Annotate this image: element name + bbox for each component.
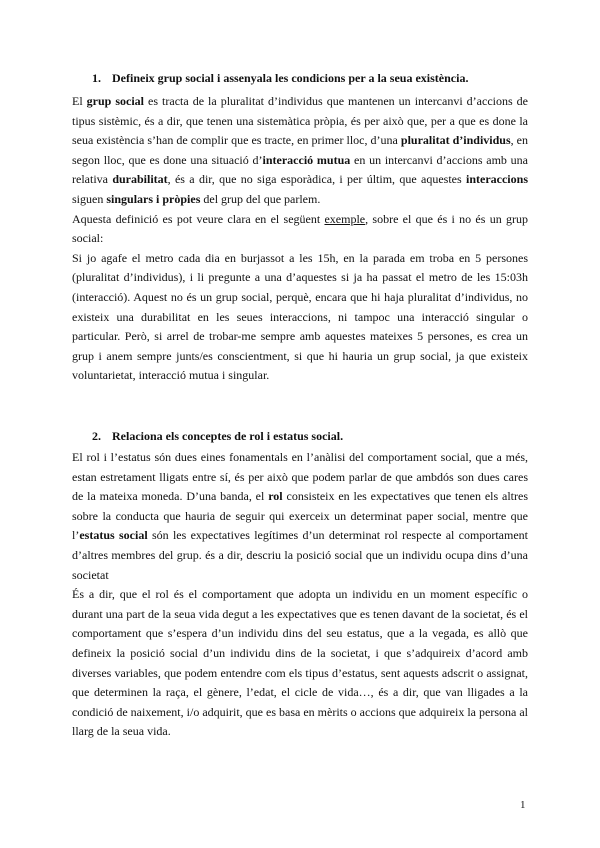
text-run: , és a dir, que no siga esporàdica, i per últim, que aquestes: [167, 172, 466, 187]
section-2-body: [72, 448, 528, 742]
section-1-paragraph-2: [72, 210, 528, 249]
text-run: Aquesta definició es pot veure clara en el següent: [72, 211, 325, 226]
section-2-heading: [72, 428, 532, 444]
bold-term-rol: rol: [268, 489, 283, 504]
section-1-title: Defineix grup social i assenyala les condicions per a la seua existència.: [112, 71, 469, 85]
section-2-number: 2.: [92, 429, 101, 443]
text-run: siguen: [72, 191, 107, 206]
bold-term-singulars: singulars i pròpies: [106, 191, 201, 206]
text-run: en un intercanvi d’accions amb una relativa: [72, 152, 528, 187]
text-run: , en segon lloc, que es done una situació d’: [72, 133, 528, 167]
bold-term-durabilitat: durabilitat: [112, 172, 168, 187]
text-run: El rol i l’estatus són dues eines fonamentals en l’anàlisi del comportament social, que a més, estan estretament lligats entre sí, és per això que podem parlar de que ambdós son dues cares de la mateixa moneda. D’una banda, el: [72, 450, 528, 504]
bold-term-grup-social: grup social: [86, 94, 145, 108]
bold-term-estatus-social: estatus social: [79, 528, 148, 543]
section-2-paragraph-2: És a dir, que el rol és el comportament que adopta un individu en un moment específic o durant una part de la seua vida degut a les expectatives que es tenen davant de la societat, és el comportament que s’espera d’un individu dins del seu estatus, que a la vegada, es allò que defineix la posició social d’un individu dins de la societat, i que s’adquireix d’acord amb diverses variables, que podem entendre com els tipus d’estatus, sent aquests adscrit o assignat, que determinen la raça, el gènere, l’edat, el cicle de vida…, és a dir, que van lligades a la condició de naixement, i/o adquirit, que es basa en mèrits o accions que adquireix la persona al llarg de la seua vida.: [72, 587, 528, 739]
section-1-paragraph-1: [72, 92, 528, 210]
bold-term-pluralitat: pluralitat d’individus: [400, 133, 511, 148]
example-link[interactable]: exemple: [324, 211, 366, 226]
text-run: consisteix en les expectatives que tenen els altres sobre la conducta que hauria de seguir qui exerceix un determinat paper social, mentre que l’: [72, 489, 528, 543]
section-1-number: 1.: [92, 71, 101, 85]
text-run: són les expectatives legítimes d’un determinat rol respecte al comportament d’altres membres del grup. és a dir, descriu la posició social que un individu ocupa dins d’una societat: [72, 528, 528, 582]
section-1-heading: [72, 70, 532, 86]
bold-term-interaccio-mutua: interacció mutua: [262, 152, 351, 167]
text-run: del grup del que parlem.: [200, 191, 321, 206]
section-1-body: [72, 92, 528, 386]
text-run: El: [72, 94, 87, 108]
section-2-paragraph-1: [72, 448, 528, 585]
bold-term-interaccions: interaccions: [466, 172, 528, 187]
section-1-paragraph-3: Si jo agafe el metro cada dia en burjassot a les 15h, en la parada em troba en 5 persones (pluralitat d’individus), i li pregunte a una d’aquestes si ja ha passat el metro de les 15:03h (interacció). Aquest no és un grup social, perquè, encara que hi haja pluralitat d’individus, no existeix una durabilitat en les seues interaccions, ni tampoc una interacció singular o particular. Però, si arrel de trobar-me sempre amb aquestes mateixes 5 persones, es crea un grup i anem sempre junts/es conscientment, si que hi hauria un grup social, ja que existeix voluntarietat, interacció mutua i singular.: [72, 250, 528, 383]
section-2-title: Relaciona els conceptes de rol i estatus social.: [112, 429, 344, 443]
page-number: 1: [520, 799, 526, 811]
text-run: es tracta de la pluralitat d’individus que mantenen un intercanvi d’accions de tipus sistèmic, és a dir, que tenen una sistemàtica pròpia, és per això que, per a que es done la seua existència s’han de complir que es tracte, en primer lloc, d’una: [72, 94, 528, 148]
text-run: , sobre el que és i no és un grup social:: [72, 211, 528, 246]
